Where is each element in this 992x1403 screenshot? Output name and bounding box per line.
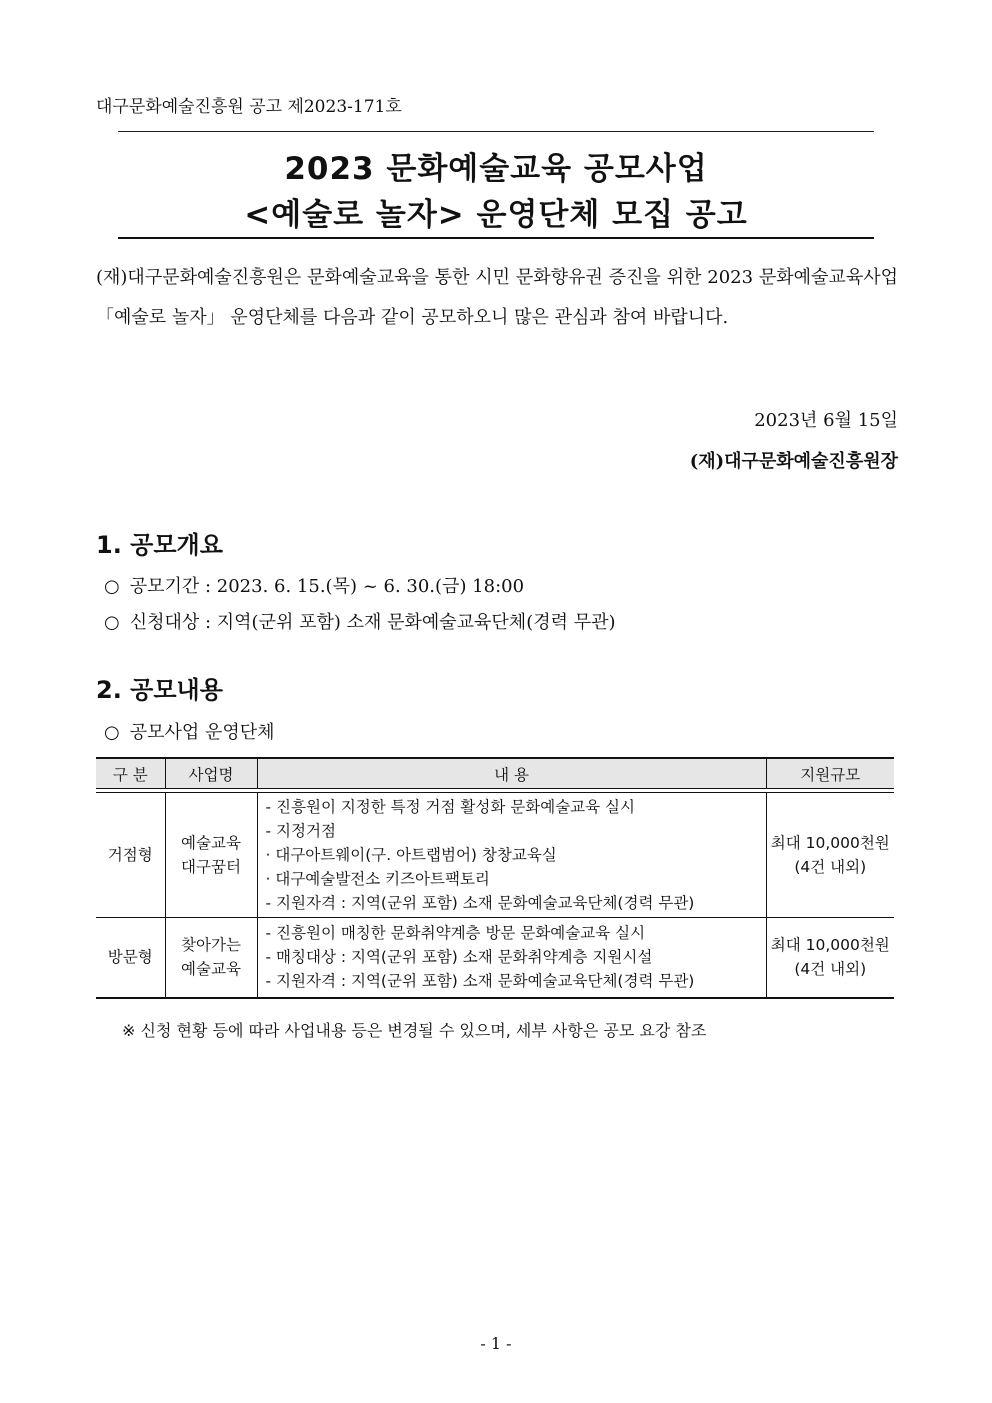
table-header-row: [96, 758, 894, 789]
signer: (재)대구문화예술진흥원장: [689, 451, 898, 472]
content-line: - 지정거점: [265, 822, 336, 840]
intro-paragraph: (재)대구문화예술진흥원은 문화예술교육을 통한 시민 문화향유권 증진을 위한 2023 문화예술교육사업 「예술로 놀자」 운영단체를 다음과 같이 공모하오니 많은 관심과 참여 바랍니다.: [96, 267, 898, 328]
row-name-line: 찾아가는: [181, 936, 241, 955]
title-bottom-rule: [118, 237, 874, 239]
page-title-line1: 2023 문화예술교육 공모사업: [284, 151, 708, 187]
row-scale-line: 최대 10,000천원: [770, 834, 890, 852]
row-scale: [766, 793, 894, 918]
row-name-line: 예술교육: [181, 834, 241, 852]
row-name-line: 예술교육: [181, 960, 241, 979]
circle-bullet-icon: ○: [104, 722, 120, 743]
section-heading-overview: 1. 공모개요: [96, 531, 223, 559]
content-line: - 지원자격 : 지역(군위 포함) 소재 문화예술교육단체(경력 무관): [265, 972, 695, 991]
announcement-date: 2023년 6월 15일: [754, 410, 898, 431]
row-name: [165, 793, 257, 918]
content-line: · 대구아트웨이(구. 아트랩범어) 창창교육실: [265, 846, 557, 864]
content-line: · 대구예술발전소 키즈아트팩토리: [265, 870, 490, 888]
row-scale-line: (4건 내외): [794, 960, 867, 979]
header-type: 구 분: [96, 758, 165, 789]
page-number: - 1 -: [480, 1334, 512, 1353]
circle-bullet-icon: ○: [104, 612, 120, 633]
row-scale-line: 최대 10,000천원: [770, 936, 890, 955]
table-row: [96, 793, 894, 918]
row-name: [165, 918, 257, 998]
program-table: [96, 757, 894, 999]
content-line: - 진흥원이 지정한 특정 거점 활성화 문화예술교육 실시: [265, 798, 635, 816]
header-scale: 지원규모: [766, 758, 894, 789]
title-top-rule: [118, 131, 874, 132]
content-line: - 매칭대상 : 지역(군위 포함) 소재 문화취약계층 지원시설: [265, 948, 653, 967]
row-content: [257, 918, 766, 998]
row-content: [257, 793, 766, 918]
section-heading-content: 2. 공모내용: [96, 676, 223, 704]
content-subheading-text: 공모사업 운영단체: [129, 722, 275, 743]
circle-bullet-icon: ○: [104, 576, 120, 597]
overview-item-text: 신청대상 : 지역(군위 포함) 소재 문화예술교육단체(경력 무관): [129, 612, 616, 633]
table-row: [96, 918, 894, 998]
page-title-line2: <예술로 놀자> 운영단체 모집 공고: [244, 197, 748, 233]
content-subheading: [104, 718, 275, 744]
header-content: 내 용: [257, 758, 766, 789]
row-name-line: 대구꿈터: [181, 858, 241, 876]
row-type: 방문형: [96, 918, 165, 998]
header-name: 사업명: [165, 758, 257, 789]
footnote: ※ 신청 현황 등에 따라 사업내용 등은 변경될 수 있으며, 세부 사항은 공모 요강 참조: [122, 1021, 707, 1040]
overview-item-eligibility: [104, 608, 616, 634]
overview-item-text: 공모기간 : 2023. 6. 15.(목) ~ 6. 30.(금) 18:00: [129, 576, 525, 597]
row-type: 거점형: [96, 793, 165, 918]
row-scale-line: (4건 내외): [794, 858, 867, 876]
content-line: - 진흥원이 매칭한 문화취약계층 방문 문화예술교육 실시: [265, 924, 646, 943]
overview-item-period: [104, 572, 524, 598]
notice-number: 대구문화예술진흥원 공고 제2023-171호: [96, 97, 402, 117]
row-scale: [766, 918, 894, 998]
content-line: - 지원자격 : 지역(군위 포함) 소재 문화예술교육단체(경력 무관): [265, 894, 695, 912]
